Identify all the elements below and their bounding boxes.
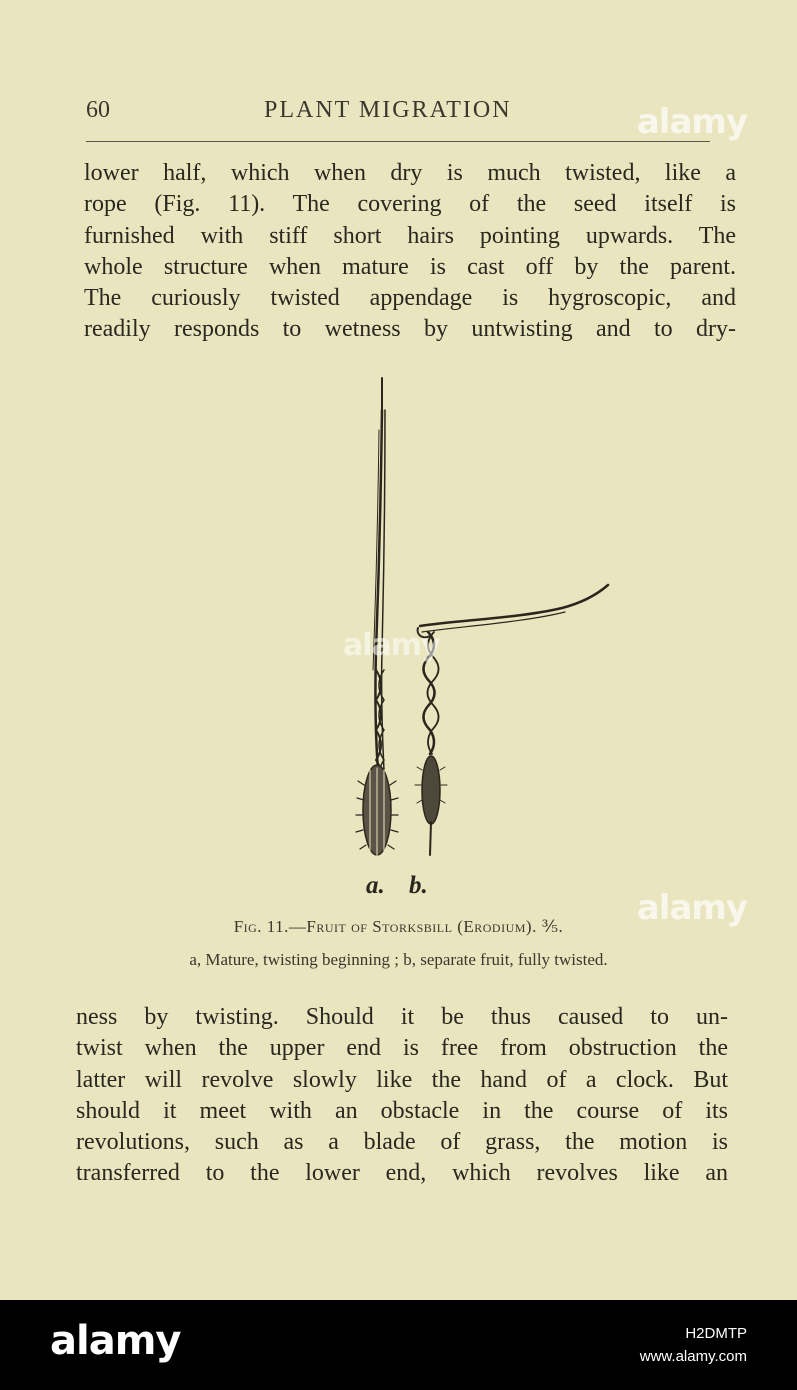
site-url: www.alamy.com: [639, 1348, 747, 1365]
watermark-logo: alamy: [343, 628, 440, 663]
fruit-b-drawing: [415, 585, 608, 855]
text-line: should it meet with an obstacle in the course of its: [76, 1097, 728, 1124]
text-line: furnished with stiff short hairs pointing upwards. The: [84, 222, 736, 249]
watermark-logo: alamy: [636, 102, 747, 142]
paragraph-top: [84, 158, 736, 346]
storksbill-fruit-illustration: [300, 370, 640, 870]
image-id: H2DMTP: [685, 1325, 747, 1342]
running-title: PLANT MIGRATION: [264, 97, 512, 123]
text-line: ness by twisting. Should it be thus caused to un-: [76, 1004, 728, 1030]
text-line: lower half, which when dry is much twisted, like a: [84, 160, 736, 186]
figure-subcaption: a, Mature, twisting beginning ; b, separate fruit, fully twisted.: [189, 950, 608, 969]
page-number: 60: [86, 97, 110, 123]
text-line: twist when the upper end is free from obstruction the: [76, 1035, 728, 1062]
image-id-block: [640, 1322, 747, 1368]
figure-labels: [366, 872, 446, 900]
caption-text: Fig. 11.—Fruit of Storksbill (Erodium). ⅗.: [233, 917, 564, 936]
text-line: readily responds to wetness by untwisting and to dry-: [84, 316, 736, 343]
text-line: whole structure when mature is cast off by the parent.: [84, 253, 736, 280]
text-line: revolutions, such as a blade of grass, the motion is: [76, 1129, 728, 1156]
fruit-a-drawing: [356, 378, 398, 858]
text-line: The curiously twisted appendage is hygroscopic, and: [84, 285, 736, 312]
figure-label-a: a.: [366, 872, 385, 899]
text-line: latter will revolve slowly like the hand of a clock. But: [76, 1066, 728, 1093]
paragraph-bottom: [76, 1002, 728, 1190]
page-header: [84, 97, 712, 131]
text-line: transferred to the lower end, which revolves like an: [76, 1160, 728, 1187]
header-rule: [86, 141, 710, 142]
stock-footer-bar: [0, 1300, 797, 1390]
alamy-logo: alamy: [50, 1318, 181, 1364]
text-line: rope (Fig. 11). The covering of the seed itself is: [84, 191, 736, 218]
watermark-logo: alamy: [636, 888, 747, 928]
figure-label-b: b.: [409, 872, 428, 899]
